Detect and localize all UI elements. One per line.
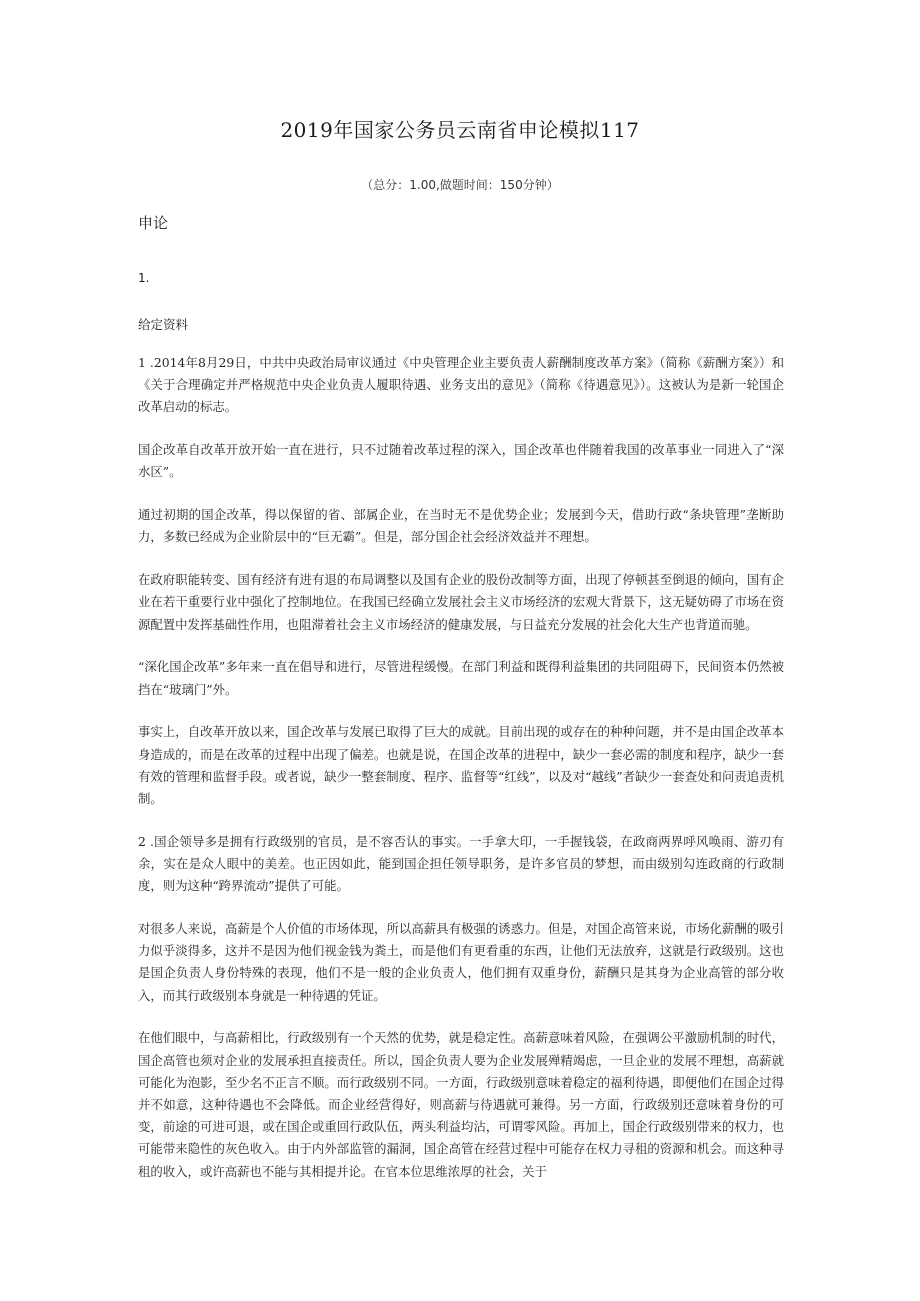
paragraph: 国企改革自改革开放开始一直在进行，只不过随着改革过程的深入，国企改革也伴随着我国的改革事业一同进入了“深水区”。 — [138, 442, 784, 480]
paragraph: 事实上，自改革开放以来，国企改革与发展已取得了巨大的成就。目前出现的或存在的种种问题，并不是由国企改革本身造成的，而是在改革的过程中出现了偏差。也就是说，在国企改革的进程中，缺少一套必需的制度和程序，缺少一套有效的管理和监督手段。或者说，缺少一整套制度、程序、监督等“红线”，以及对“越线”者缺少一套查处和问责追责机制。 — [138, 724, 784, 807]
paragraph: 通过初期的国企改革，得以保留的省、部属企业，在当时无不是优势企业；发展到今天，借助行政“条块管理”垄断助力，多数已经成为企业阶层中的“巨无霸”。但是，部分国企社会经济效益并不理想。 — [138, 507, 784, 545]
paragraph: 在政府职能转变、国有经济有进有退的布局调整以及国有企业的股份改制等方面，出现了停顿甚至倒退的倾向，国有企业在若干重要行业中强化了控制地位。在我国已经确立发展社会主义市场经济的宏观大背景下，这无疑妨碍了市场在资源配置中发挥基础性作用，也阻滞着社会主义市场经济的健康发展，与日益充分发展的社会化大生产也背道而驰。 — [138, 572, 784, 632]
material-label: 给定资料 — [138, 317, 189, 332]
exam-meta: （总分：1.00,做题时间：150分钟） — [361, 178, 559, 192]
paragraph: “深化国企改革”多年来一直在倡导和进行，尽管进程缓慢。在部门利益和既得利益集团的共同阻碍下，民间资本仍然被挡在“玻璃门”外。 — [138, 659, 784, 697]
material-body — [138, 352, 784, 1203]
paragraph: 在他们眼中，与高薪相比，行政级别有一个天然的优势，就是稳定性。高薪意味着风险，在强调公平激励机制的时代，国企高管也须对企业的发展承担直接责任。所以，国企负责人要为企业发展殚精竭虑，一旦企业的发展不理想，高薪就可能化为泡影，至少名不正言不顺。而行政级别不同。一方面，行政级别意味着稳定的福利待遇，即便他们在国企过得并不如意，这种待遇也不会降低。而企业经营得好，则高薪与待遇就可兼得。另一方面，行政级别还意味着身份的可变，前途的可进可退，或在国企或重回行政队伍，两头利益均沾，可谓零风险。再加上，国企行政级别带来的权力，也可能带来隐性的灰色收入。由于内外部监管的漏洞，国企高管在经营过程中可能存在权力寻租的资源和机会。而这种寻租的收入，或许高薪也不能与其相提并论。在官本位思维浓厚的社会，关于 — [138, 1030, 784, 1179]
paragraph: 对很多人来说，高薪是个人价值的市场体现，所以高薪具有极强的诱惑力。但是，对国企高管来说，市场化薪酬的吸引力似乎淡得多，这并不是因为他们视金钱为粪土，而是他们有更看重的东西，让他们无法放弃，这就是行政级别。这也是国企负责人身份特殊的表现，他们不是一般的企业负责人，他们拥有双重身份，薪酬只是其身为企业高管的部分收入，而其行政级别本身就是一种待遇的凭证。 — [138, 921, 784, 1003]
paragraph: 2 .国企领导多是拥有行政级别的官员，是不容否认的事实。一手拿大印，一手握钱袋，在政商两界呼风唤雨、游刃有余，实在是众人眼中的美差。也正因如此，能到国企担任领导职务，是许多官员的梦想，而由级别勾连政商的行政制度，则为这种“跨界流动”提供了可能。 — [138, 833, 784, 894]
paragraph: 1 .2014年8月29日，中共中央政治局审议通过《中央管理企业主要负责人薪酬制度改革方案》（简称《薪酬方案》）和《关于合理确定并严格规范中央企业负责人履职待遇、业务支出的意见》（简称《待遇意见》）。这被认为是新一轮国企改革启动的标志。 — [138, 355, 784, 415]
section-heading: 申论 — [138, 214, 169, 232]
question-number: 1. — [138, 271, 150, 285]
document-title: 2019年国家公务员云南省申论模拟117 — [280, 118, 640, 142]
